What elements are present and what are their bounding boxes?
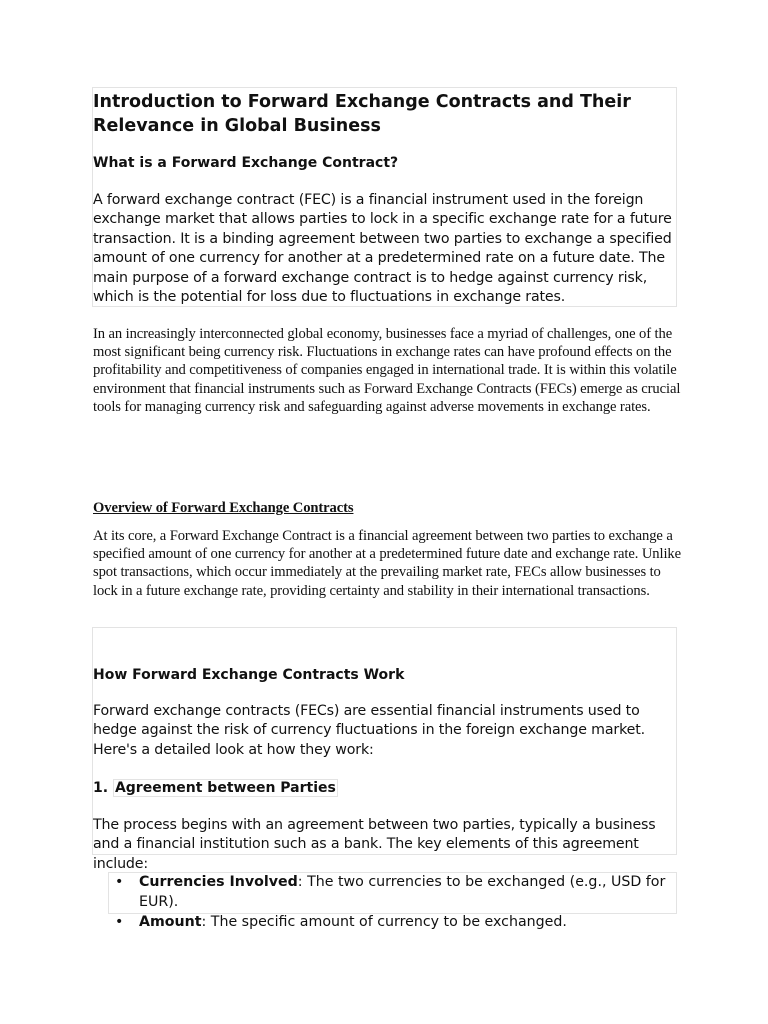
list-item-term: Currencies Involved (139, 874, 298, 890)
context-paragraph: In an increasingly interconnected global economy, businesses face a myriad of challenges, one of the most significant being currency risk. Fluctuations in exchange rates can have profound effects on the profitability and competitiveness of companies engaged in international trade. It is within this volatile environment that financial instruments such as Forward Exchange Contracts (FECs) emerge as crucial tools for managing currency risk and safeguarding against adverse movements in exchange rates. (93, 326, 681, 415)
bullet-icon: • (115, 913, 124, 930)
page-title: Introduction to Forward Exchange Contracts and Their Relevance in Global Business (93, 92, 631, 136)
step-paragraph: The process begins with an agreement between two parties, typically a business and a financial institution such as a bank. The key elements of this agreement include: (93, 817, 656, 872)
intro-paragraph: A forward exchange contract (FEC) is a financial instrument used in the foreign exchange market that allows parties to lock in a specific exchange rate for a future transaction. It is a binding agreement between two parties to exchange a specified amount of one currency for another at a predetermined rate on a future date. The main purpose of a forward exchange contract is to hedge against currency risk, which is the potential for loss due to fluctuations in exchange rates. (93, 192, 672, 306)
step-number: 1. (93, 780, 109, 796)
how-paragraph: Forward exchange contracts (FECs) are essential financial instruments used to hedge against the risk of currency fluctuations in the foreign exchange market. Here's a detailed look at how they work: (93, 703, 645, 758)
list-item-desc: : The two currencies to be exchanged (e.g., USD for EUR). (139, 874, 666, 910)
list-item-desc: : The specific amount of currency to be exchanged. (201, 913, 567, 930)
step-heading (93, 779, 338, 798)
overview-heading: Overview of Forward Exchange Contracts (93, 500, 354, 516)
list-item (108, 873, 677, 913)
overview-paragraph: At its core, a Forward Exchange Contract is a financial agreement between two parties to exchange a specified amount of one currency for another at a predetermined future date and exchange rate. Unlike spot transactions, which occur immediately at the prevailing market rate, FECs allow businesses to lock in a future exchange rate, providing certainty and stability in their international transactions. (93, 528, 681, 599)
list-item-term: Amount (139, 913, 202, 930)
step-title: Agreement between Parties (114, 780, 336, 796)
bullet-icon: • (115, 874, 124, 890)
list-item (108, 913, 677, 933)
intro-subtitle: What is a Forward Exchange Contract? (93, 155, 399, 171)
key-elements-list (108, 873, 677, 932)
how-heading: How Forward Exchange Contracts Work (93, 667, 405, 683)
